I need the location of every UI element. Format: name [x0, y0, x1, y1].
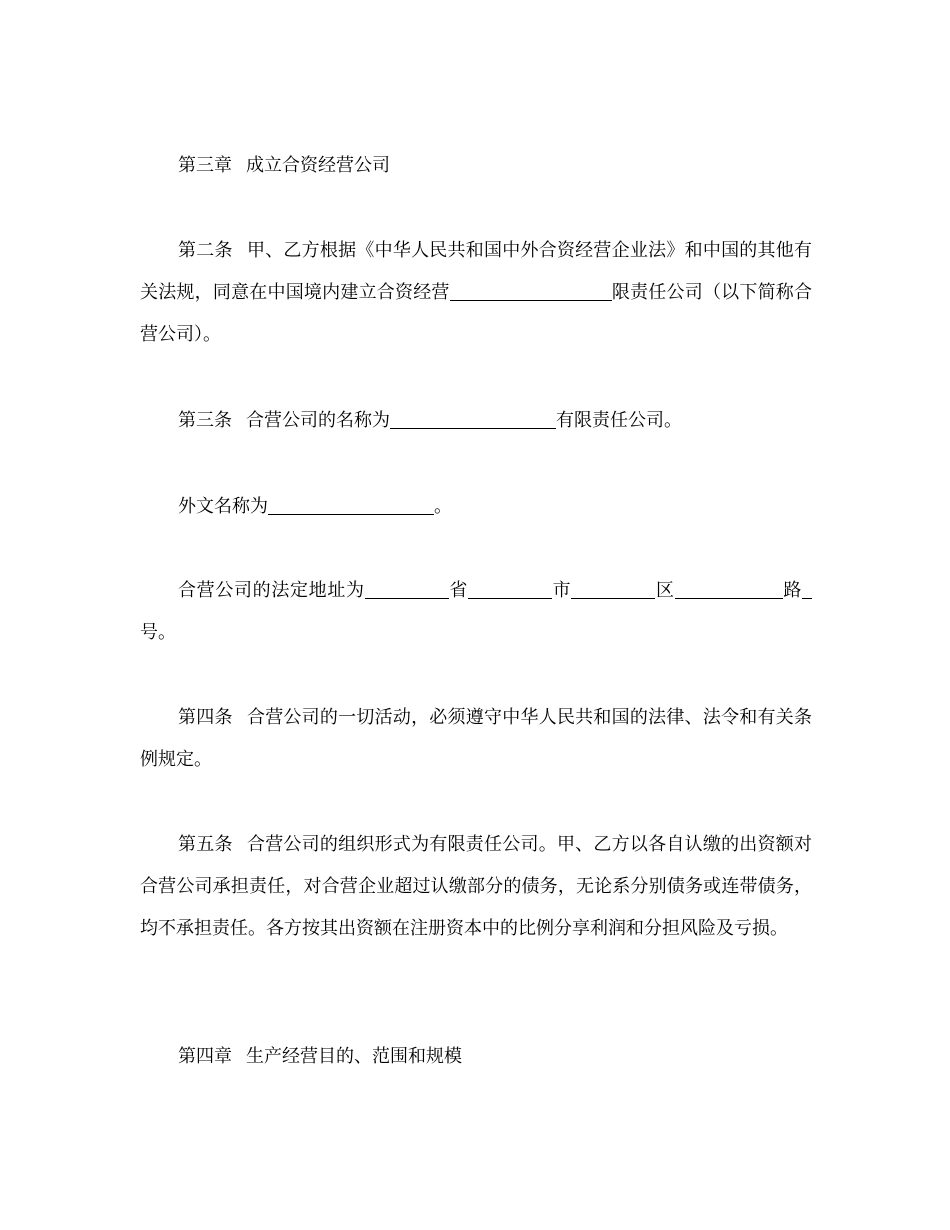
article-2-text-b: 限责任公司（以下简称合营公司）。 — [140, 282, 813, 345]
address-province: 省 — [448, 580, 469, 601]
chapter-3-heading — [178, 145, 390, 187]
article-5-label: 第五条 — [178, 834, 233, 855]
article-4-label: 第四条 — [178, 707, 233, 728]
jv-name-blank[interactable] — [450, 282, 612, 301]
article-5-text: 合营公司的组织形式为有限责任公司。甲、乙方以各自认缴的出资额对合营公司承担责任，对合营企业超过认缴部分的债务，无论系分别债务或连带债务，均不承担责任。各方按其出资额在注册资本中的比例分享利润和分担风险及亏损。 — [140, 834, 813, 939]
article-2 — [140, 230, 812, 356]
chapter-3-title: 成立合资经营公司 — [246, 155, 390, 176]
chapter-4-heading — [178, 1036, 462, 1078]
address-road: 路 — [782, 580, 803, 601]
article-2-text-a: 甲、乙方根据《中华人民共和国中外合资经营企业法》和中国的其他有关法规，同意在中国境内建立合资经营 — [140, 240, 813, 303]
article-3-label: 第三条 — [178, 410, 232, 431]
foreign-name-text-b: 。 — [434, 496, 452, 517]
number-blank[interactable] — [802, 580, 812, 599]
chapter-4-label: 第四章 — [178, 1046, 232, 1067]
city-blank[interactable] — [468, 580, 552, 599]
province-blank[interactable] — [365, 580, 449, 599]
legal-address — [140, 570, 812, 654]
foreign-name-line — [140, 486, 812, 528]
article-5 — [140, 824, 812, 950]
chapter-4-title: 生产经营目的、范围和规模 — [246, 1046, 462, 1067]
district-blank[interactable] — [571, 580, 655, 599]
address-number: 号。 — [140, 622, 176, 643]
foreign-name-text-a: 外文名称为 — [178, 496, 268, 517]
article-3-text-b: 有限责任公司。 — [556, 410, 682, 431]
article-4-text: 合营公司的一切活动，必须遵守中华人民共和国的法律、法令和有关条例规定。 — [140, 707, 813, 770]
road-blank[interactable] — [675, 580, 783, 599]
article-4 — [140, 697, 812, 781]
address-district: 区 — [655, 580, 675, 601]
article-2-label: 第二条 — [178, 240, 233, 261]
chapter-3-label: 第三章 — [178, 155, 232, 176]
foreign-name-blank[interactable] — [268, 496, 434, 515]
address-city: 市 — [552, 580, 572, 601]
company-name-blank[interactable] — [390, 410, 556, 429]
article-3 — [140, 400, 812, 442]
address-text-a: 合营公司的法定地址为 — [178, 580, 365, 601]
article-3-text-a: 合营公司的名称为 — [246, 410, 390, 431]
